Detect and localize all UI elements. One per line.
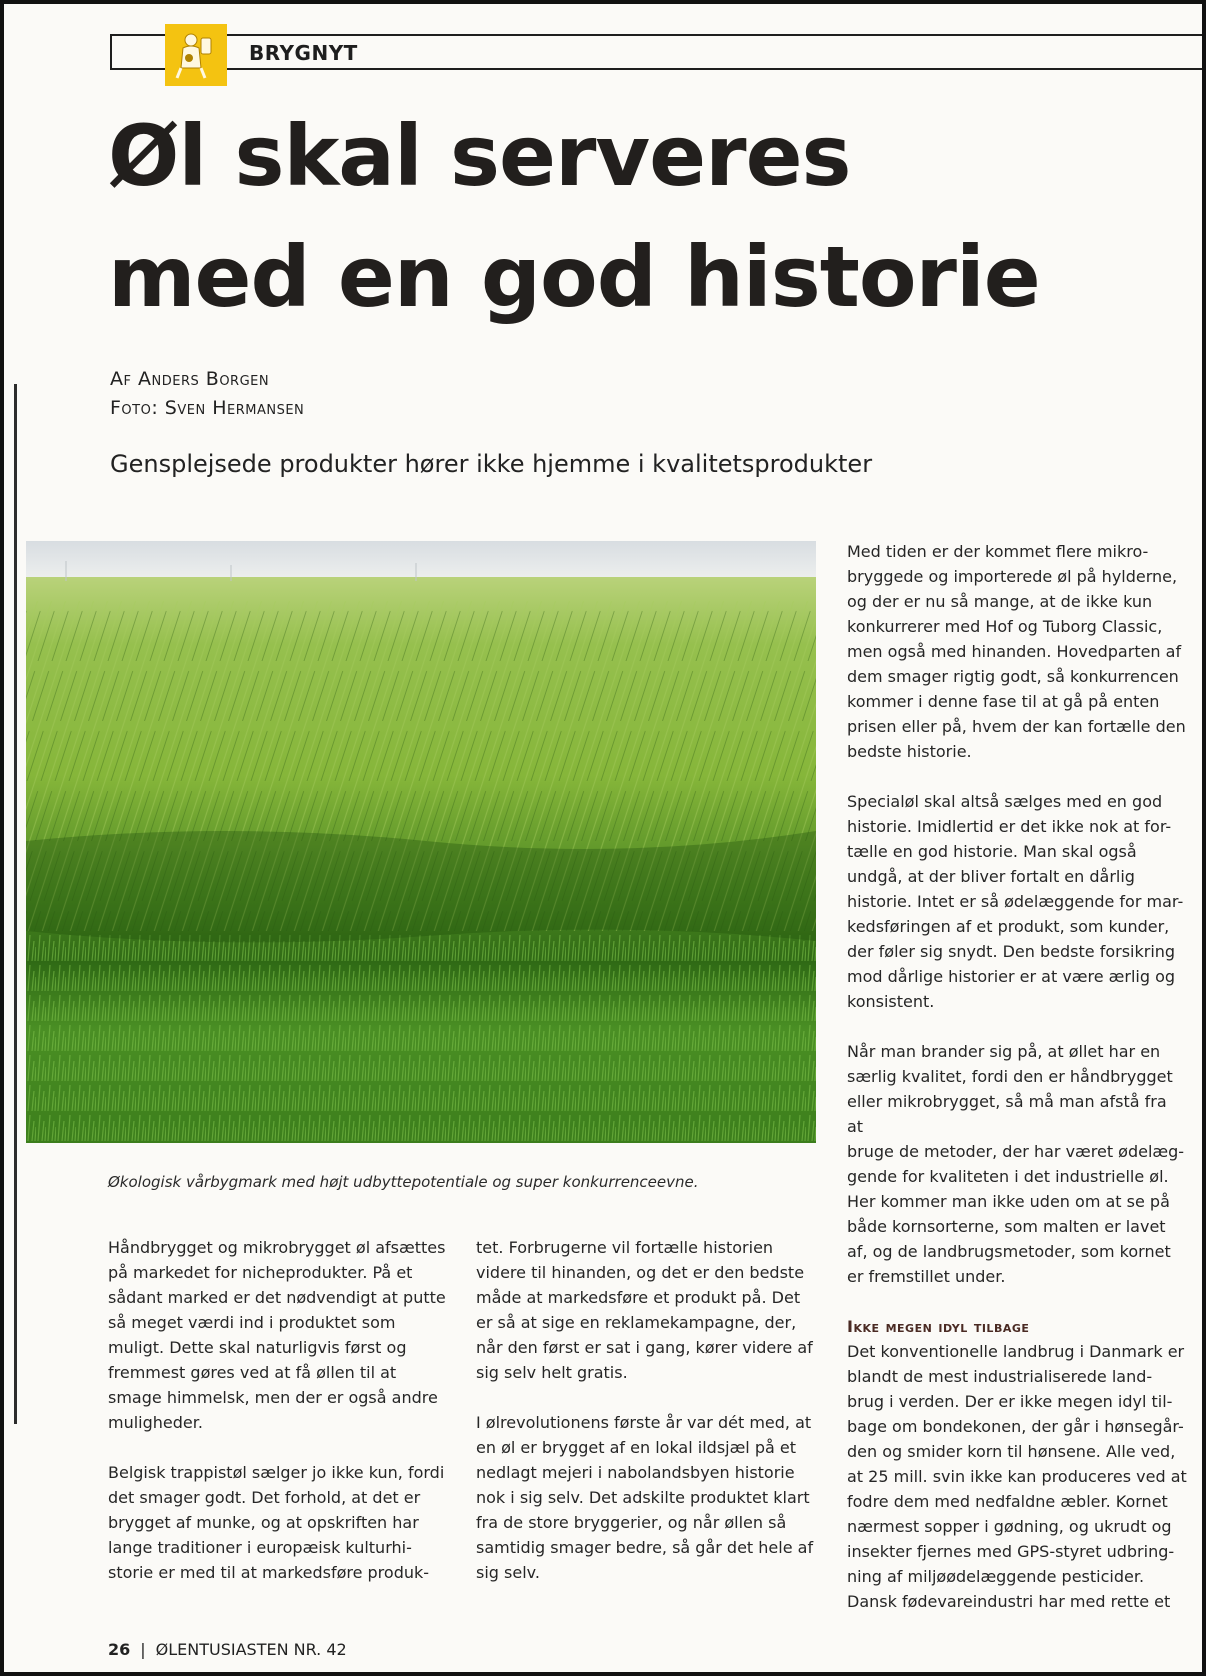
barley-field-photo: [26, 541, 816, 1143]
page-footer: [108, 1640, 347, 1659]
footer-separator: |: [140, 1640, 146, 1659]
brewer-figure-icon: [165, 24, 227, 86]
paragraph: tet. Forbrugerne vil fortælle historien videre til hinanden, og det er den bedste måde at markedsføre et produkt på. Det er så at sige en reklamekampagne, der, når den først er sat i gang, kører videre af sig selv helt gratis.: [476, 1238, 813, 1382]
paragraph: Med tiden er der kommet flere mikro- bryggede og importerede øl på hylderne, og der er nu så mange, at de ikke kun konkurrerer med Hof og Tuborg Classic, men også med hinanden. Hovedparten af dem smager rigtig godt, så konkurrencen kommer i denne fase til at gå på enten prisen eller på, hvem der kan fortælle den bedste historie.: [847, 542, 1186, 761]
paragraph: Specialøl skal altså sælges med en god historie. Imidlertid er det ikke nok at for- tælle en god historie. Man skal også undgå, at der bliver fortalt en dårlig historie. Intet er så ødelæggende for mar- kedsføringen af et produkt, som kunder, der føler sig snydt. Den bedste forsikring mod dårlige historier er at være ærlig og konsistent.: [847, 792, 1184, 1011]
magazine-page: [4, 4, 1202, 1672]
section-label: BRYGNYT: [249, 41, 358, 65]
text-column-1: [108, 1235, 448, 1610]
byline-author: Af Anders Borgen: [110, 368, 270, 390]
text-column-3: [847, 539, 1187, 1639]
paragraph: Belgisk trappistøl sælger jo ikke kun, fordi det smager godt. Det forhold, at det er brygget af munke, og at opskriften har lange traditioner i europæisk kulturhi- storie er med til at markedsføre produk-: [108, 1463, 445, 1582]
byline-photographer: Foto: Sven Hermansen: [110, 397, 305, 419]
article-subtitle: Gensplejsede produkter hører ikke hjemme i kvalitetsprodukter: [110, 450, 873, 478]
paragraph: Det konventionelle landbrug i Danmark er blandt de mest industrialiserede land- brug i verden. Der er ikke megen idyl til- bage om bondekonen, der går i hønsegår- den og smider korn til hønsene. Alle ved, at 25 mill. svin ikke kan produceres ved at fodre dem med nedfaldne æbler. Kornet nærmest sopper i gødning, og ukrudt og insekter fjernes med GPS-styret udbring- ning af miljøødelæggende pesticider. Dansk fødevareindustri har med rette et: [847, 1342, 1187, 1611]
paragraph: Når man brander sig på, at øllet har en særlig kvalitet, fordi den er håndbrygget eller mikrobrygget, så må man afstå fra at bruge de metoder, der har været ødelæg- gende for kvaliteten i det industrielle øl. Her kommer man ikke uden om at se på både kornsorterne, som malten er lavet af, og de landbrugsmetoder, som kornet er fremstillet under.: [847, 1042, 1185, 1286]
paragraph: I ølrevolutionens første år var dét med, at en øl er brygget af en lokal ildsjæl på et nedlagt mejeri i nabolandsbyen historie nok i sig selv. Det adskilte produktet klart fra de store bryggerier, og når øllen så samtidig smager bedre, så går det hele af sig selv.: [476, 1413, 814, 1582]
paragraph: Håndbrygget og mikrobrygget øl afsættes på markedet for nicheprodukter. På et sådant marked er det nødvendigt at putte så meget værdi ind i produktet som muligt. Dette skal naturligvis først og fremmest gøres ved at få øllen til at smage himmelsk, men der er også andre muligheder.: [108, 1238, 446, 1432]
page-number: 26: [108, 1640, 131, 1659]
publication-name: ØLENTUSIASTEN NR. 42: [155, 1640, 347, 1659]
headline-line-2: med en god historie: [108, 228, 1040, 326]
photo-caption: Økologisk vårbygmark med højt udbyttepotentiale og super konkurrenceevne.: [108, 1173, 699, 1191]
text-column-2: [476, 1235, 816, 1610]
article-headline: [108, 96, 1108, 338]
headline-line-1: Øl skal serveres: [108, 107, 851, 205]
page-edge-line: [14, 384, 17, 1424]
section-subheading: Ikke megen idyl tilbage: [847, 1317, 1030, 1336]
